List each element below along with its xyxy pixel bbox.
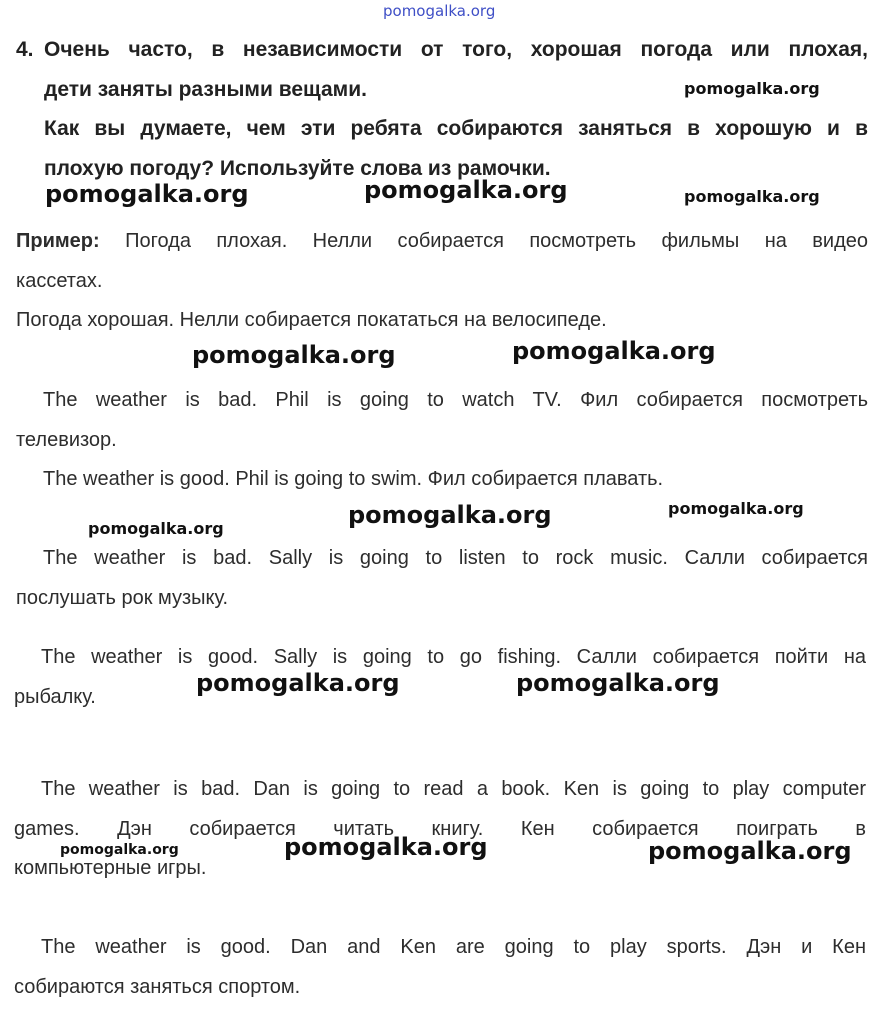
watermark: pomogalka.org [192,341,396,369]
task-line: дети заняты разными вещами. [44,77,367,101]
answer-line: собираются заняться спортом. [14,975,301,998]
watermark: pomogalka.org [512,337,716,365]
answer-paragraph [16,539,868,618]
answer-line: послушать рок музыку. [16,586,229,609]
task-line: плохую погоду? Используйте слова из рамочки. [44,156,551,180]
watermark: pomogalka.org [668,499,804,518]
answer-line: рыбалку. [14,685,96,708]
answer-line: The weather is bad. Dan is going to read a book. Ken is going to play computer [41,778,866,800]
watermark: pomogalka.org [516,669,720,697]
watermark: pomogalka.org [684,79,820,98]
answer-line: The weather is good. Sally is going to go fishing. Салли собирается пойти на [41,646,866,668]
answer-line: The weather is bad. Sally is going to listen to rock music. Салли собирается [43,547,868,569]
example-text: Погода плохая. Нелли собирается посмотреть фильмы на видео [125,230,868,252]
answer-paragraph [14,928,866,1007]
answer-line: The weather is good. Phil is going to swim. Фил собирается плавать. [43,468,664,490]
watermark: pomogalka.org [45,180,249,208]
watermark: pomogalka.org [88,519,224,538]
answer-paragraph [14,638,866,717]
watermark: pomogalka.org [364,176,568,204]
watermark: pomogalka.org [648,837,852,865]
answer-line: The weather is bad. Phil is going to watch TV. Фил собирается посмотреть [43,389,868,411]
example-line [16,222,868,262]
task-line: Как вы думаете, чем эти ребята собираются заняться в хорошую и в [44,117,868,140]
watermark: pomogalka.org [684,187,820,206]
answer-line: компьютерные игры. [14,857,207,879]
watermark: pomogalka.org [60,842,179,858]
example-line: Погода хорошая. Нелли собирается покататься на велосипеде. [16,309,607,331]
task-line: Очень часто, в независимости от того, хорошая погода или плохая, [44,38,868,61]
answer-line: games. Дэн собирается читать книгу. Кен собирается поиграть в [14,817,866,840]
task-number: 4. [16,38,34,61]
answer-paragraph [14,770,866,889]
example-label: Пример: [16,230,100,252]
task-block [16,30,868,188]
watermark: pomogalka.org [284,833,488,861]
watermark-top: pomogalka.org [383,2,496,20]
answer-paragraph [16,460,868,500]
example-line: кассетах. [16,269,103,292]
answer-line: The weather is good. Dan and Ken are going to play sports. Дэн и Кен [41,936,866,958]
answer-line: телевизор. [16,428,117,451]
watermark: pomogalka.org [348,501,552,529]
answer-paragraph [16,381,868,460]
watermark: pomogalka.org [196,669,400,697]
example-block [16,222,868,341]
